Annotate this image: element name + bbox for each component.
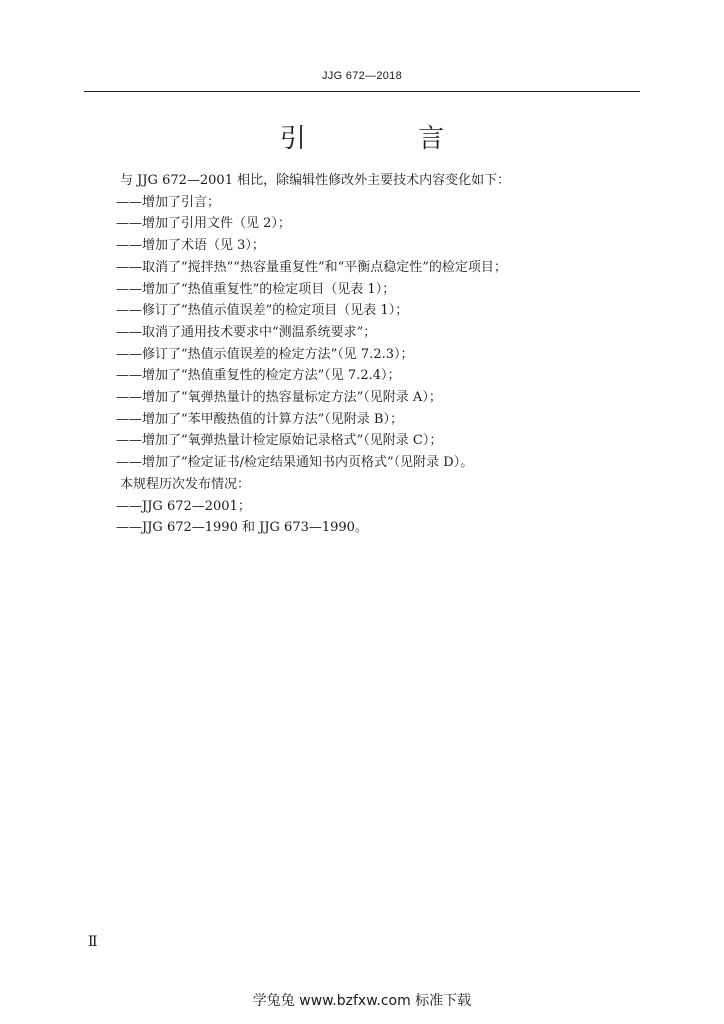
change-item: ——增加了“检定证书/检定结果通知书内页格式”（见附录 D）。 [116, 455, 474, 471]
history-item: ——JJG 672—1990 和 JJG 673—1990。 [116, 520, 368, 536]
history-heading: 本规程历次发布情况： [120, 476, 251, 492]
footer-watermark: 学兔兔 www.bzfxw.com 标准下载 [252, 993, 472, 1009]
header-rule [84, 91, 640, 92]
change-item: ——修订了“热值示值误差”的检定项目（见表 1）； [116, 303, 409, 319]
change-item: ——增加了“氧弹热量计检定原始记录格式”（见附录 C）； [116, 433, 443, 449]
change-item: ——增加了引用文件（见 2）； [116, 216, 291, 232]
page-title: 引 言 [279, 124, 497, 154]
intro-paragraph: 与 JJG 672—2001 相比，除编辑性修改外主要技术内容变化如下： [120, 173, 511, 188]
document-body [116, 170, 644, 539]
change-item: ——增加了术语（见 3）； [116, 238, 265, 254]
change-item: ——增加了引言； [116, 194, 221, 210]
change-item: ——增加了“热值重复性的检定方法”（见 7.2.4）； [116, 368, 401, 384]
change-item: ——取消了通用技术要求中“测温系统要求”； [116, 324, 377, 340]
header-standard-code: JJG 672—2018 [321, 70, 403, 82]
change-item: ——取消了“搅拌热”“热容量重复性”和“平衡点稳定性”的检定项目； [116, 259, 507, 275]
change-item: ——增加了“热值重复性”的检定项目（见表 1）； [116, 281, 396, 297]
change-item: ——修订了“热值示值误差的检定方法”（见 7.2.3）； [116, 346, 414, 362]
change-item: ——增加了“苯甲酸热值的计算方法”（见附录 B）； [116, 411, 403, 427]
page-number: Ⅱ [88, 934, 98, 950]
history-item: ——JJG 672—2001； [116, 498, 251, 514]
change-item: ——增加了“氧弹热量计的热容量标定方法”（见附录 A）； [116, 390, 442, 406]
